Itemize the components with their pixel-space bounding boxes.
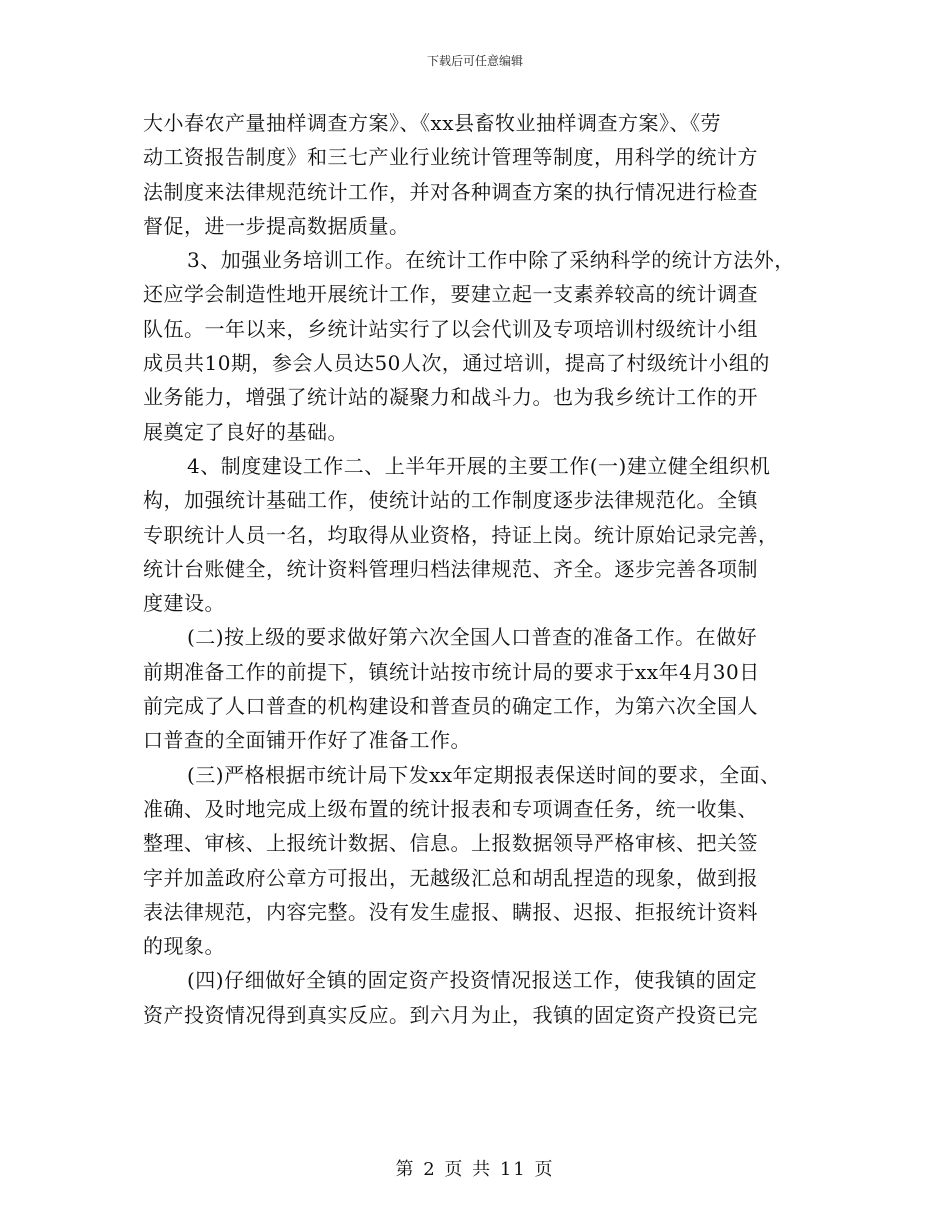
text-line: 度建设。	[143, 591, 225, 616]
text-line: (三)严格根据市统计局下发xx年定期报表保送时间的要求，全面、	[187, 762, 781, 787]
text-line: 统计台账健全，统计资料管理归档法律规范、齐全。逐步完善各项制	[143, 556, 758, 581]
text-line: 口普查的全面铺开作好了准备工作。	[143, 728, 471, 753]
text-line: 业务能力，增强了统计站的凝聚力和战斗力。也为我乡统计工作的开	[143, 385, 758, 410]
text-line: 大小春农产量抽样调查方案》、《xx县畜牧业抽样调查方案》、《劳	[143, 111, 722, 135]
text-line: 成员共10期，参会人员达50人次，通过培训，提高了村级统计小组的	[143, 351, 770, 376]
text-line: 督促，进一步提高数据质量。	[143, 213, 410, 238]
text-line: 法制度来法律规范统计工作，并对各种调查方案的执行情况进行检查	[143, 179, 758, 204]
text-line: 整理、审核、上报统计数据、信息。上报数据领导严格审核、把关签	[143, 831, 758, 856]
text-line: 还应学会制造性地开展统计工作，要建立起一支素养较高的统计调查	[143, 282, 758, 307]
text-line: (二)按上级的要求做好第六次全国人口普查的准备工作。在做好	[187, 625, 758, 650]
page-header: 下载后可任意编辑	[426, 54, 523, 68]
text-line: 前完成了人口普查的机构建设和普查员的确定工作，为第六次全国人	[143, 694, 758, 719]
text-line: 4、制度建设工作二、上半年开展的主要工作(一)建立健全组织机	[187, 453, 771, 478]
page-footer: 第 2 页 共 11 页	[395, 1159, 555, 1180]
text-line: 字并加盖政府公章方可报出，无越级汇总和胡乱捏造的现象，做到报	[143, 865, 758, 890]
text-line: 表法律规范，内容完整。没有发生虚报、瞒报、迟报、拒报统计资料	[143, 899, 758, 924]
document-body	[143, 106, 823, 1032]
text-line: 动工资报告制度》和三七产业行业统计管理等制度，用科学的统计方	[143, 145, 758, 170]
text-line: 资产投资情况得到真实反应。到六月为止，我镇的固定资产投资已完	[143, 1002, 758, 1027]
text-line: 专职统计人员一名，均取得从业资格，持证上岗。统计原始记录完善，	[143, 522, 779, 547]
text-line: 队伍。一年以来，乡统计站实行了以会代训及专项培训村级统计小组	[143, 316, 758, 341]
text-line: 前期准备工作的前提下，镇统计站按市统计局的要求于xx年4月30日	[143, 659, 760, 684]
text-line: 3、加强业务培训工作。在统计工作中除了采纳科学的统计方法外，	[187, 248, 795, 273]
text-line: 准确、及时地完成上级布置的统计报表和专项调查任务，统一收集、	[143, 796, 758, 821]
text-line: (四)仔细做好全镇的固定资产投资情况报送工作，使我镇的固定	[187, 968, 758, 993]
text-line: 的现象。	[143, 934, 225, 959]
text-line: 构，加强统计基础工作，使统计站的工作制度逐步法律规范化。全镇	[143, 488, 758, 513]
text-line: 展奠定了良好的基础。	[143, 419, 348, 444]
